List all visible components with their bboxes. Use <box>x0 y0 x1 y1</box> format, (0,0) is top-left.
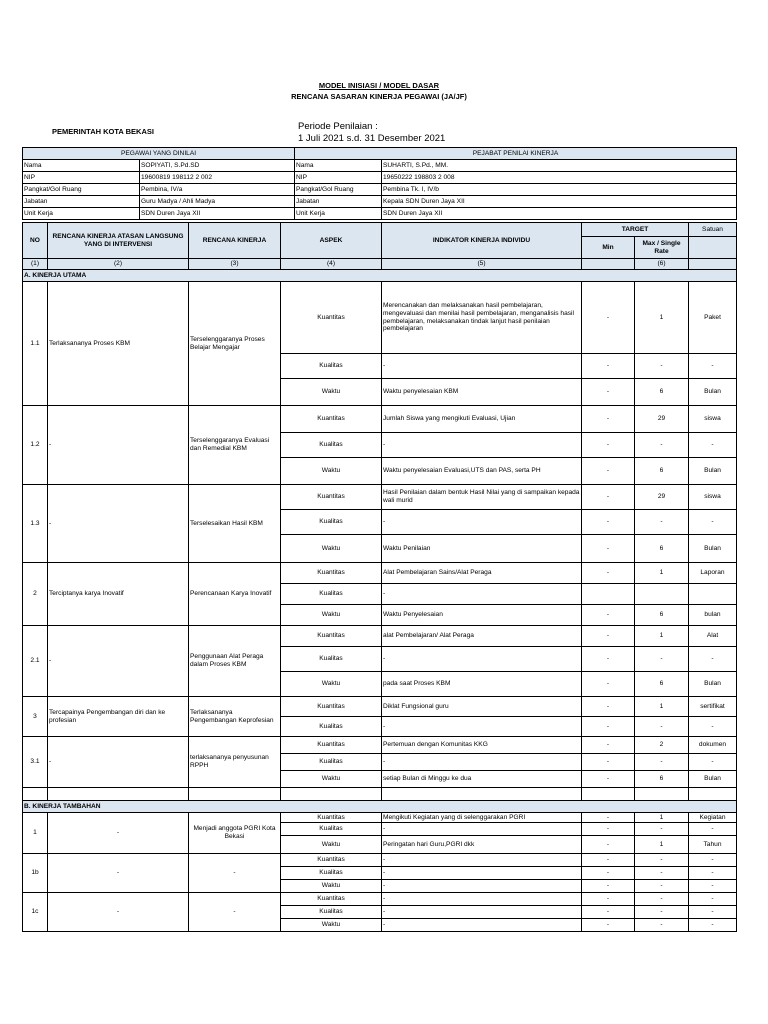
pegawai-title: PEGAWAI YANG DINILAI <box>23 148 295 160</box>
col-num-2: (2) <box>48 259 189 270</box>
table-row <box>23 737 737 754</box>
row-rencana-kinerja: Perencanaan Karya Inovatif <box>189 563 281 626</box>
row-indikator: setiap Bulan di Minggu ke dua <box>382 771 582 788</box>
row-aspek: Kualitas <box>281 584 382 605</box>
row-satuan: Bulan <box>689 771 737 788</box>
row-no: 3.1 <box>23 737 48 788</box>
row-indikator: - <box>382 354 582 379</box>
row-satuan: - <box>689 823 737 836</box>
periode-label: Periode Penilaian : <box>298 121 378 132</box>
pegawai-unit: SDN Duren Jaya XII <box>140 208 295 220</box>
row-target-min: - <box>582 605 635 626</box>
row-aspek: Kualitas <box>281 717 382 737</box>
row-satuan: - <box>689 647 737 672</box>
row-indikator: - <box>382 717 582 737</box>
row-aspek: Waktu <box>281 379 382 406</box>
table-row <box>23 813 737 823</box>
pejabat-pangkat-label: Pangkat/Gol Ruang <box>295 184 382 196</box>
row-target-max: - <box>635 919 689 932</box>
row-target-max: - <box>635 893 689 906</box>
row-no: 3 <box>23 697 48 737</box>
row-aspek: Kualitas <box>281 510 382 535</box>
table-row <box>23 282 737 354</box>
doc-title: MODEL INISIASI / MODEL DASAR <box>318 81 440 90</box>
empty-cell <box>635 788 689 801</box>
pejabat-nip-label: NIP <box>295 172 382 184</box>
row-indikator: Hasil Penilaian dalam bentuk Hasil Nilai yang di sampaikan kepada wali murid <box>382 485 582 510</box>
row-target-min: - <box>582 406 635 433</box>
row-satuan: - <box>689 754 737 771</box>
row-rencana-atasan: Terlaksananya Proses KBM <box>48 282 189 406</box>
row-indikator: Waktu Penilaian <box>382 535 582 563</box>
pemda-label: PEMERINTAH KOTA BEKASI <box>52 127 154 136</box>
row-target-max: - <box>635 880 689 893</box>
row-target-min: - <box>582 535 635 563</box>
row-indikator: - <box>382 880 582 893</box>
row-satuan: Alat <box>689 626 737 647</box>
pejabat-nip: 19650222 198803 2 008 <box>382 172 737 184</box>
row-satuan: Paket <box>689 282 737 354</box>
row-aspek: Kuantitas <box>281 737 382 754</box>
empty-cell <box>689 788 737 801</box>
row-aspek: Kuantitas <box>281 813 382 823</box>
row-rencana-atasan: Terciptanya karya Inovatif <box>48 563 189 626</box>
row-target-max: 6 <box>635 379 689 406</box>
pejabat-title: PEJABAT PENILAI KINERJA <box>295 148 737 160</box>
row-target-min: - <box>582 836 635 854</box>
row-target-min: - <box>582 510 635 535</box>
col-num-4: (4) <box>281 259 382 270</box>
row-aspek: Kualitas <box>281 354 382 379</box>
row-satuan: Bulan <box>689 535 737 563</box>
row-indikator: - <box>382 647 582 672</box>
col-rencana-atasan: RENCANA KINERJA ATASAN LANGSUNG YANG DI INTERVENSI <box>48 223 189 259</box>
row-target-min: - <box>582 717 635 737</box>
row-target-max: 1 <box>635 836 689 854</box>
row-indikator: Diklat Fungsional guru <box>382 697 582 717</box>
row-target-max: 1 <box>635 626 689 647</box>
row-rencana-atasan: - <box>48 737 189 788</box>
empty-cell <box>189 788 281 801</box>
row-aspek: Kuantitas <box>281 854 382 867</box>
pejabat-nama: SUHARTI, S.Pd., MM. <box>382 160 737 172</box>
row-aspek: Waktu <box>281 836 382 854</box>
row-target-min: - <box>582 823 635 836</box>
row-target-min: - <box>582 754 635 771</box>
row-no: 2 <box>23 563 48 626</box>
row-indikator: Waktu penyelesaian KBM <box>382 379 582 406</box>
pegawai-pangkat: Pembina, IV/a <box>140 184 295 196</box>
row-satuan: - <box>689 433 737 458</box>
row-target-min: - <box>582 771 635 788</box>
row-target-min: - <box>582 485 635 510</box>
row-target-min: - <box>582 906 635 919</box>
row-indikator: Peringatan hari Guru,PGRI dkk <box>382 836 582 854</box>
row-aspek: Waktu <box>281 605 382 626</box>
row-indikator: Jumlah Siswa yang mengikuti Evaluasi, Ujian <box>382 406 582 433</box>
row-target-min: - <box>582 458 635 485</box>
row-satuan: - <box>689 854 737 867</box>
section-b-row <box>23 801 737 813</box>
row-target-max: 1 <box>635 563 689 584</box>
col-no: NO <box>23 223 48 259</box>
row-satuan: bulan <box>689 605 737 626</box>
row-target-max: - <box>635 867 689 880</box>
row-indikator: Merencanakan dan melaksanakan hasil pembelajaran, mengevaluasi dan menilai hasil pembelajaran, menganalisis hasil pembelajaran, melaksanakan tindak lanjut hasil penilaian pembelajaran <box>382 282 582 354</box>
row-aspek: Waktu <box>281 458 382 485</box>
row-satuan: - <box>689 510 737 535</box>
table-row <box>23 485 737 510</box>
row-target-min: - <box>582 880 635 893</box>
row-aspek: Kualitas <box>281 754 382 771</box>
row-indikator: Mengikuti Kegiatan yang di selenggarakan PGRI <box>382 813 582 823</box>
row-aspek: Kualitas <box>281 647 382 672</box>
row-no: 1 <box>23 813 48 854</box>
row-indikator: Waktu Penyelesaian <box>382 605 582 626</box>
col-satuan: Satuan <box>689 223 737 237</box>
col-max: Max / Single Rate <box>635 237 689 259</box>
skp-table-body <box>23 223 737 932</box>
empty-cell <box>23 788 48 801</box>
row-no: 1b <box>23 854 48 893</box>
pejabat-nama-label: Nama <box>295 160 382 172</box>
row-rencana-atasan: - <box>48 854 189 893</box>
doc-subtitle: RENCANA SASARAN KINERJA PEGAWAI (JA/JF) <box>291 92 467 101</box>
row-rencana-kinerja: terlaksananya penyusunan RPPH <box>189 737 281 788</box>
row-satuan: sertifikat <box>689 697 737 717</box>
row-satuan: - <box>689 867 737 880</box>
pegawai-pangkat-label: Pangkat/Gol Ruang <box>23 184 140 196</box>
row-target-max: 1 <box>635 282 689 354</box>
row-no: 1.2 <box>23 406 48 485</box>
pegawai-nip: 19600819 198112 2 002 <box>140 172 295 184</box>
row-target-max: 6 <box>635 535 689 563</box>
row-satuan: Bulan <box>689 672 737 697</box>
row-target-min: - <box>582 647 635 672</box>
row-aspek: Kualitas <box>281 433 382 458</box>
row-target-max: 6 <box>635 672 689 697</box>
pejabat-jabatan-label: Jabatan <box>295 196 382 208</box>
row-indikator: - <box>382 867 582 880</box>
row-aspek: Kuantitas <box>281 893 382 906</box>
col-num-6: (6) <box>635 259 689 270</box>
col-num-3: (3) <box>189 259 281 270</box>
row-satuan: Laporan <box>689 563 737 584</box>
row-rencana-kinerja: Terlaksananya Pengembangan Keprofesian <box>189 697 281 737</box>
row-aspek: Kuantitas <box>281 563 382 584</box>
row-target-max: - <box>635 433 689 458</box>
row-target-max: - <box>635 354 689 379</box>
row-aspek: Kuantitas <box>281 697 382 717</box>
row-aspek: Waktu <box>281 771 382 788</box>
pejabat-unit: SDN Duren Jaya XII <box>382 208 737 220</box>
empty-cell <box>48 788 189 801</box>
col-num-satuan-blank <box>689 259 737 270</box>
row-rencana-atasan: - <box>48 813 189 854</box>
row-target-max: 29 <box>635 485 689 510</box>
row-indikator: - <box>382 854 582 867</box>
identity-table <box>22 147 737 220</box>
table-row <box>23 563 737 584</box>
row-target-max: 2 <box>635 737 689 754</box>
row-indikator: - <box>382 510 582 535</box>
row-target-min: - <box>582 282 635 354</box>
row-indikator: - <box>382 919 582 932</box>
row-indikator: - <box>382 906 582 919</box>
col-num-5: (5) <box>382 259 582 270</box>
row-aspek: Waktu <box>281 880 382 893</box>
table-row <box>23 697 737 717</box>
row-no: 1.3 <box>23 485 48 563</box>
row-target-max: - <box>635 754 689 771</box>
row-target-min: - <box>582 893 635 906</box>
row-no: 2.1 <box>23 626 48 697</box>
row-target-max: 29 <box>635 406 689 433</box>
row-indikator: - <box>382 823 582 836</box>
row-aspek: Kuantitas <box>281 485 382 510</box>
row-target-min: - <box>582 563 635 584</box>
periode-value: 1 Juli 2021 s.d. 31 Desember 2021 <box>298 133 446 144</box>
row-satuan: dokumen <box>689 737 737 754</box>
skp-table <box>22 222 737 932</box>
row-target-min: - <box>582 626 635 647</box>
row-target-min <box>582 584 635 605</box>
row-satuan: Kegiatan <box>689 813 737 823</box>
pegawai-jabatan: Guru Madya / Ahli Madya <box>140 196 295 208</box>
row-target-min: - <box>582 433 635 458</box>
pegawai-unit-label: Unit Kerja <box>23 208 140 220</box>
row-satuan: - <box>689 906 737 919</box>
row-target-max: - <box>635 510 689 535</box>
row-target-min: - <box>582 867 635 880</box>
row-target-max: - <box>635 854 689 867</box>
col-satuan-blank <box>689 237 737 259</box>
row-rencana-atasan: - <box>48 893 189 932</box>
pegawai-nama: SOPIYATI, S.Pd.SD <box>140 160 295 172</box>
row-satuan: Bulan <box>689 458 737 485</box>
row-target-min: - <box>582 354 635 379</box>
row-target-max: 1 <box>635 697 689 717</box>
pegawai-jabatan-label: Jabatan <box>23 196 140 208</box>
row-satuan: - <box>689 880 737 893</box>
table-row <box>23 626 737 647</box>
row-aspek: Kualitas <box>281 906 382 919</box>
row-rencana-kinerja: - <box>189 854 281 893</box>
row-aspek: Kuantitas <box>281 282 382 354</box>
row-target-min: - <box>582 919 635 932</box>
row-target-max: - <box>635 823 689 836</box>
table-row <box>23 854 737 867</box>
table-row <box>23 406 737 433</box>
pejabat-jabatan: Kepala SDN Duren Jaya XII <box>382 196 737 208</box>
row-aspek: Kuantitas <box>281 626 382 647</box>
row-indikator: Alat Pembelajaran Sains/Alat Peraga <box>382 563 582 584</box>
row-target-min: - <box>582 672 635 697</box>
row-rencana-kinerja: Menjadi anggota PGRI Kota Bekasi <box>189 813 281 854</box>
row-aspek: Kuantitas <box>281 406 382 433</box>
row-indikator: - <box>382 754 582 771</box>
row-satuan: siswa <box>689 485 737 510</box>
row-indikator: Waktu penyelesaian Evaluasi,UTS dan PAS, serta PH <box>382 458 582 485</box>
row-target-min: - <box>582 854 635 867</box>
row-satuan: siswa <box>689 406 737 433</box>
col-aspek: ASPEK <box>281 223 382 259</box>
periode-block <box>298 121 445 145</box>
row-target-min: - <box>582 813 635 823</box>
row-target-max: - <box>635 906 689 919</box>
col-num-1: (1) <box>23 259 48 270</box>
pejabat-unit-label: Unit Kerja <box>295 208 382 220</box>
col-target: TARGET <box>582 223 689 237</box>
row-aspek: Kualitas <box>281 867 382 880</box>
empty-cell <box>281 788 382 801</box>
pegawai-nip-label: NIP <box>23 172 140 184</box>
row-rencana-kinerja: Terselenggaranya Evaluasi dan Remedial KBM <box>189 406 281 485</box>
col-min: Min <box>582 237 635 259</box>
row-satuan: Bulan <box>689 379 737 406</box>
row-target-max <box>635 584 689 605</box>
spacer-row <box>23 788 737 801</box>
row-target-min: - <box>582 737 635 754</box>
row-indikator: Pertemuan dengan Komunitas KKG <box>382 737 582 754</box>
col-indikator: INDIKATOR KINERJA INDIVIDU <box>382 223 582 259</box>
row-indikator: - <box>382 893 582 906</box>
row-satuan <box>689 584 737 605</box>
row-target-max: 6 <box>635 605 689 626</box>
row-target-max: - <box>635 717 689 737</box>
row-rencana-atasan: - <box>48 626 189 697</box>
section-b-title: B. KINERJA TAMBAHAN <box>23 801 737 813</box>
row-indikator: pada saat Proses KBM <box>382 672 582 697</box>
row-indikator: - <box>382 584 582 605</box>
col-rencana-kinerja: RENCANA KINERJA <box>189 223 281 259</box>
pegawai-nama-label: Nama <box>23 160 140 172</box>
row-rencana-atasan: Tercapainya Pengembangan diri dan ke profesian <box>48 697 189 737</box>
row-rencana-kinerja: Terselesaikan Hasil KBM <box>189 485 281 563</box>
row-satuan: - <box>689 717 737 737</box>
row-no: 1.1 <box>23 282 48 406</box>
empty-cell <box>582 788 635 801</box>
row-target-max: - <box>635 647 689 672</box>
row-satuan: - <box>689 919 737 932</box>
empty-cell <box>382 788 582 801</box>
document <box>22 80 736 929</box>
row-satuan: Tahun <box>689 836 737 854</box>
col-num-min-blank <box>582 259 635 270</box>
row-rencana-atasan: - <box>48 406 189 485</box>
row-aspek: Waktu <box>281 535 382 563</box>
row-rencana-kinerja: - <box>189 893 281 932</box>
row-target-min: - <box>582 697 635 717</box>
row-target-min: - <box>582 379 635 406</box>
row-target-max: 6 <box>635 458 689 485</box>
section-a-title: A. KINERJA UTAMA <box>23 270 737 282</box>
row-aspek: Waktu <box>281 919 382 932</box>
table-row <box>23 893 737 906</box>
row-aspek: Kualitas <box>281 823 382 836</box>
row-indikator: alat Pembelajaran/ Alat Peraga <box>382 626 582 647</box>
row-indikator: - <box>382 433 582 458</box>
row-target-max: 1 <box>635 813 689 823</box>
row-no: 1c <box>23 893 48 932</box>
row-aspek: Waktu <box>281 672 382 697</box>
row-rencana-kinerja: Terselenggaranya Proses Belajar Mengajar <box>189 282 281 406</box>
row-target-max: 6 <box>635 771 689 788</box>
row-satuan: - <box>689 354 737 379</box>
row-rencana-kinerja: Penggunaan Alat Peraga dalam Proses KBM <box>189 626 281 697</box>
pejabat-pangkat: Pembina Tk. I, IV/b <box>382 184 737 196</box>
row-rencana-atasan: - <box>48 485 189 563</box>
row-satuan: - <box>689 893 737 906</box>
